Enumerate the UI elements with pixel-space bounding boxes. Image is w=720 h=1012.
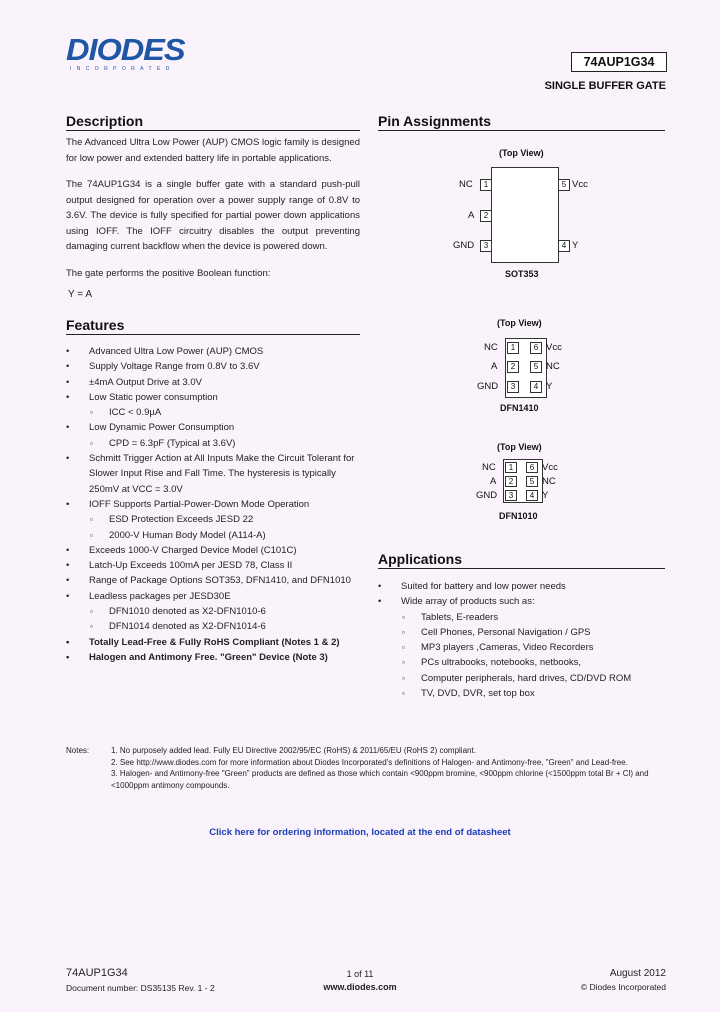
feature-item: • Totally Lead-Free & Fully RoHS Compliant (Notes 1 & 2)	[66, 635, 360, 650]
dfn1010-label-vcc: Vcc	[542, 462, 558, 473]
dfn1410-label-y: Y	[546, 381, 553, 392]
sot353-pin-3: 3	[480, 240, 492, 252]
logo-text: DIODES	[66, 32, 185, 67]
feature-item: ▫ ICC < 0.9µA	[66, 405, 360, 420]
feature-item: • Schmitt Trigger Action at All Inputs Make the Circuit Tolerant for Slower Input Rise and Fall Time. The hysteresis is typically 250mV at VCC = 3.0V	[66, 451, 360, 497]
top-view-label-dfn1410: (Top View)	[497, 318, 542, 328]
feature-item: • Halogen and Antimony Free. "Green" Device (Note 3)	[66, 650, 360, 665]
sot353-label-y: Y	[572, 240, 579, 251]
description-para-2: The 74AUP1G34 is a single buffer gate with a standard push-pull output designed for operation over a power supply range of 0.8V to 3.6V. The device is fully specified for partial power down applications using IOFF. The IOFF circuitry disables the output preventing damaging current backflow when the device is powered down.	[66, 179, 360, 252]
dfn1410-label-vcc: Vcc	[546, 342, 562, 353]
dfn1410-label-gnd: GND	[477, 381, 499, 392]
sot353-label-a: A	[468, 210, 475, 221]
top-view-label-sot353: (Top View)	[499, 148, 544, 158]
applications-list	[378, 579, 665, 701]
sot353-pin-1: 1	[480, 179, 492, 191]
description-para-1: The Advanced Ultra Low Power (AUP) CMOS logic family is designed for low power and extended battery life in portable applications.	[66, 137, 360, 164]
footer-page: 1 of 11	[346, 969, 374, 979]
feature-item: • ±4mA Output Drive at 3.0V	[66, 375, 360, 390]
feature-item: • Leadless packages per JESD30E	[66, 589, 360, 604]
applications-heading: Applications	[378, 551, 665, 569]
dfn1410-pin-2: 2	[507, 361, 519, 373]
application-item: ▫ Tablets, E-readers	[378, 610, 665, 625]
features-heading: Features	[66, 317, 360, 335]
sot353-package	[491, 167, 559, 263]
application-item: ▫ Computer peripherals, hard drives, CD/DVD ROM	[378, 671, 665, 686]
feature-item: • Latch-Up Exceeds 100mA per JESD 78, Class II	[66, 558, 360, 573]
sot353-caption: SOT353	[505, 269, 539, 279]
dfn1410-pin-6: 6	[530, 342, 542, 354]
description-body	[66, 135, 360, 303]
note-2: 2. See http://www.diodes.com for more information about Diodes Incorporated's definitions of Halogen- and Antimony-free, "Green" and Lead-free.	[111, 757, 628, 767]
sot353-pin-4: 4	[558, 240, 570, 252]
feature-item: • Low Static power consumption	[66, 390, 360, 405]
boolean-equation: Y = A	[68, 289, 93, 300]
dfn1410-pin-5: 5	[530, 361, 542, 373]
dfn1010-label-y: Y	[542, 490, 549, 501]
note-1: 1. No purposely added lead. Fully EU Directive 2002/95/EC (RoHS) & 2011/65/EU (RoHS 2) compliant.	[111, 746, 476, 755]
dfn1410-caption: DFN1410	[500, 403, 539, 413]
application-item: • Wide array of products such as:	[378, 594, 665, 609]
application-item: ▫ PCs ultrabooks, notebooks, netbooks,	[378, 655, 665, 670]
dfn1010-pin-1: 1	[505, 462, 517, 473]
dfn1010-pin-4: 4	[526, 490, 538, 501]
notes-label: Notes:	[66, 746, 90, 755]
pin-assignments-heading: Pin Assignments	[378, 113, 665, 131]
application-item: ▫ MP3 players ,Cameras, Video Recorders	[378, 640, 665, 655]
feature-item: ▫ 2000-V Human Body Model (A114-A)	[66, 528, 360, 543]
footer-date: August 2012	[609, 968, 666, 979]
feature-item: ▫ DFN1010 denoted as X2-DFN1010-6	[66, 604, 360, 619]
dfn1410-label-nc2: NC	[546, 361, 560, 372]
features-list	[66, 344, 360, 665]
feature-item: ▫ DFN1014 denoted as X2-DFN1014-6	[66, 619, 360, 634]
dfn1010-label-a: A	[490, 476, 497, 487]
dfn1010-label-nc2: NC	[542, 476, 556, 487]
dfn1010-label-gnd: GND	[476, 490, 498, 501]
application-item: ▫ Cell Phones, Personal Navigation / GPS	[378, 625, 665, 640]
sot353-label-nc: NC	[459, 179, 473, 190]
dfn1010-pin-6: 6	[526, 462, 538, 473]
footer-document-number: Document number: DS35135 Rev. 1 - 2	[66, 983, 215, 993]
part-number-box: 74AUP1G34	[571, 52, 667, 72]
description-heading: Description	[66, 113, 360, 131]
dfn1010-pin-3: 3	[505, 490, 517, 501]
sot353-pin-2: 2	[480, 210, 492, 222]
description-para-3: The gate performs the positive Boolean function:	[66, 267, 271, 279]
sot353-pin-5: 5	[558, 179, 570, 191]
feature-item: • Low Dynamic Power Consumption	[66, 420, 360, 435]
note-3: 3. Halogen- and Antimony-free "Green" products are defined as those which contain <900ppm bromine, <900ppm chlorine (<1500ppm total Br + Cl) and <1000ppm antimony compounds.	[111, 769, 649, 790]
dfn1410-label-nc: NC	[484, 342, 498, 353]
feature-item: ▫ ESD Protection Exceeds JESD 22	[66, 512, 360, 527]
dfn1010-label-nc: NC	[482, 462, 496, 473]
dfn1410-pin-1: 1	[507, 342, 519, 354]
notes-body	[111, 745, 666, 791]
footer-part-number: 74AUP1G34	[66, 967, 128, 979]
dfn1010-pin-5: 5	[526, 476, 538, 487]
dfn1410-pin-4: 4	[530, 381, 542, 393]
dfn1410-pin-3: 3	[507, 381, 519, 393]
top-view-label-dfn1010: (Top View)	[497, 442, 542, 452]
dfn1010-pin-2: 2	[505, 476, 517, 487]
feature-item: • Supply Voltage Range from 0.8V to 3.6V	[66, 359, 360, 374]
logo-subtext: INCORPORATED	[70, 66, 175, 72]
dfn1410-label-a: A	[491, 361, 498, 372]
device-subtitle: SINGLE BUFFER GATE	[544, 80, 666, 92]
feature-item: • Range of Package Options SOT353, DFN1410, and DFN1010	[66, 573, 360, 588]
feature-item: • Advanced Ultra Low Power (AUP) CMOS	[66, 344, 360, 359]
footer-copyright: © Diodes Incorporated	[580, 982, 666, 992]
feature-item: • Exceeds 1000-V Charged Device Model (C101C)	[66, 543, 360, 558]
application-item: • Suited for battery and low power needs	[378, 579, 665, 594]
footer-website[interactable]: www.diodes.com	[323, 982, 397, 992]
ordering-info-link[interactable]: Click here for ordering information, located at the end of datasheet	[209, 827, 511, 838]
sot353-label-vcc: Vcc	[572, 179, 588, 190]
diodes-logo	[66, 32, 190, 75]
feature-item: • IOFF Supports Partial-Power-Down Mode Operation	[66, 497, 360, 512]
dfn1010-caption: DFN1010	[499, 511, 538, 521]
feature-item: ▫ CPD = 6.3pF (Typical at 3.6V)	[66, 436, 360, 451]
sot353-label-gnd: GND	[453, 240, 475, 251]
application-item: ▫ TV, DVD, DVR, set top box	[378, 686, 665, 701]
